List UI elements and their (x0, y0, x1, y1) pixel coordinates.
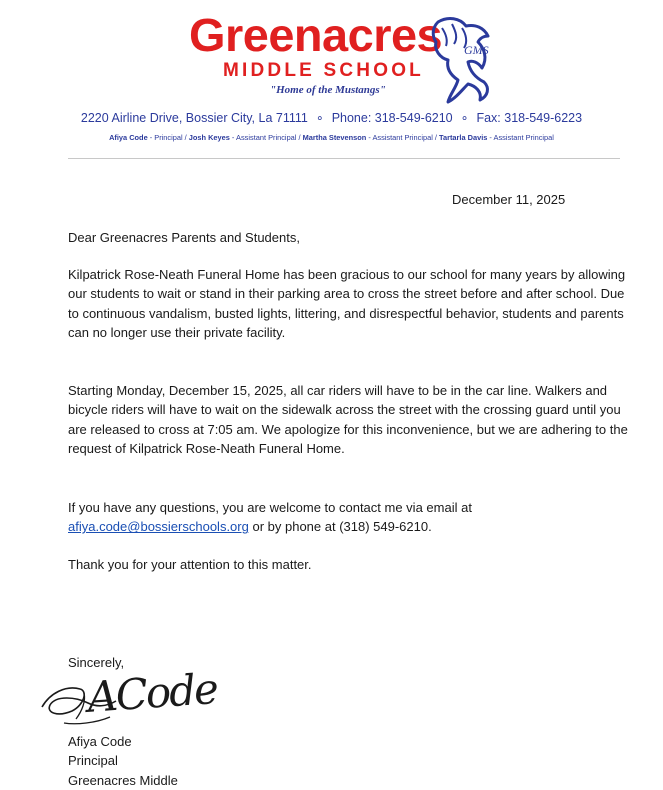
signature-block (68, 732, 178, 790)
staff-role: Assistant Principal (372, 133, 433, 142)
staff-name: Martha Stevenson (302, 133, 367, 142)
mascot-lettering: GMS (464, 43, 489, 57)
staff-name: Josh Keyes (188, 133, 230, 142)
school-phone: Phone: 318-549-6210 (331, 111, 453, 125)
school-subtitle: MIDDLE SCHOOL (223, 60, 424, 81)
staff-name: Afiya Code (109, 133, 148, 142)
school-address: 2220 Airline Drive, Bossier City, La 71111 (80, 111, 308, 125)
staff-role: Assistant Principal (493, 133, 554, 142)
email-link[interactable]: afiya.code@bossierschools.org (68, 519, 249, 535)
paragraph-3-text-end: or by phone at (318) 549-6210. (248, 519, 432, 535)
paragraph-2: Starting Monday, December 15, 2025, all car riders will have to be in the car line. Walkers and bicycle riders will have to wait on the sidewalk across the street with the crossing guard until you are released to cross at 7:05 am. We apologize for this inconvenience, but we are adhering to the request of Kilpatrick Rose-Neath Funeral Home. (68, 383, 628, 457)
signature-lettering: ACode (85, 663, 219, 722)
school-name: Greenacres (189, 9, 443, 61)
mustang-logo-icon (418, 14, 508, 106)
staff-list: Afiya Code - Principal / Josh Keyes - Assistant Principal / Martha Stevenson - Assistant Principal / Tartarla Davis - Assistant Principal (109, 133, 554, 142)
paragraph-3 (68, 498, 628, 537)
salutation: Dear Greenacres Parents and Students, (68, 230, 300, 245)
closing: Sincerely, (68, 655, 125, 670)
letterhead (0, 0, 663, 160)
contact-line (0, 110, 663, 126)
separator-icon: ∘ (315, 111, 324, 125)
school-fax: Fax: 318-549-6223 (476, 111, 583, 125)
thanks-line: Thank you for your attention to this matter. (68, 557, 312, 572)
letter-date: December 11, 2025 (452, 192, 566, 207)
staff-name: Tartarla Davis (439, 133, 488, 142)
paragraph-1: Kilpatrick Rose-Neath Funeral Home has been gracious to our school for many years by allowing our students to wait or stand in their parking area to cross the street before and after school. Due to continuous vandalism, busted lights, littering, and disrespectful behavior, students and parents can no longer use their private facility. (68, 267, 626, 341)
signer-title: Principal (68, 753, 118, 769)
staff-role: Principal (154, 133, 183, 142)
signer-org: Greenacres Middle (68, 772, 178, 788)
school-tagline: "Home of the Mustangs" (270, 84, 386, 96)
signer-name: Afiya Code (68, 734, 132, 749)
letterhead-divider (68, 158, 620, 159)
separator-icon: ∘ (460, 111, 469, 125)
staff-role: Assistant Principal (236, 133, 297, 142)
paragraph-3-text: If you have any questions, you are welcome to contact me via email at (68, 500, 472, 515)
